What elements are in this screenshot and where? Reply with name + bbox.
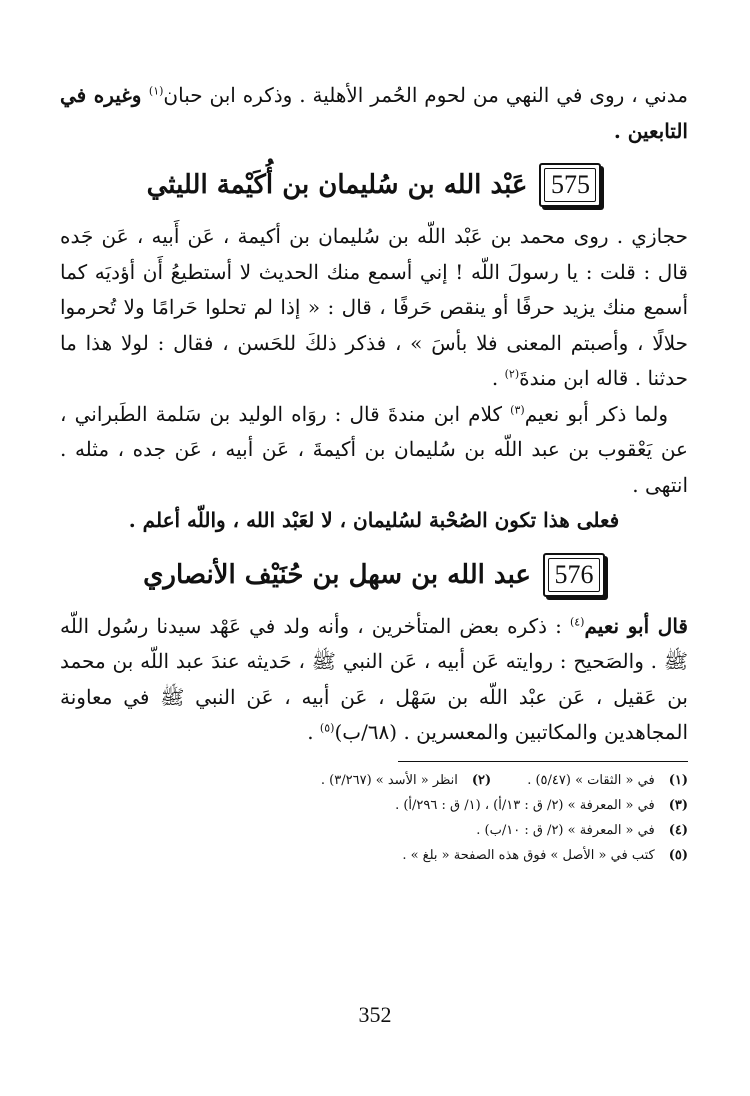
footnote-mark: (٥): [668, 847, 688, 863]
page-number: 352: [358, 1002, 392, 1027]
footnote-ref-4[interactable]: (٤): [569, 614, 585, 628]
paragraph-text: : ذكره بعض المتأخرين ، وأنه ولد في عَهْد سيدنا رسُول اللّه ﷺ . والصَحيح : روايته عَن أبيه ، عَن النبي ﷺ ، حَديثه عندَ عبد اللّه بن محمد بن عَقيل ، عَن عبْد اللّه بن سَهْل ، عَن أبيه ، عَن النبي ﷺ في معاونة المجاهدين والمكاتبين والمعسرين . (٦٨/ب): [60, 613, 688, 744]
entry-heading-576: [60, 545, 688, 605]
footnote-5: [402, 843, 688, 868]
footnote-row: [60, 768, 688, 793]
footnote-mark: (٢): [471, 772, 492, 788]
paragraph-text-end: .: [307, 720, 320, 744]
entry-heading-575: [60, 155, 688, 215]
footnote-text: انظر « الأسد » (٣/٢٦٧) .: [320, 772, 458, 788]
footnote-row: [60, 843, 688, 868]
paragraph-lead: قال أبو نعيم: [584, 613, 688, 638]
entry-number-box: 576: [543, 553, 605, 597]
footnote-ref-5[interactable]: (٥): [319, 721, 335, 735]
intro-line2: التابعين .: [613, 118, 688, 143]
intro-line1: مدني ، روى في النهي من لحوم الحُمر الأهلية . وذكره ابن حبان: [163, 83, 689, 107]
footnote-text: في « المعرفة » (٢/ ق : ١٠/ب) .: [476, 822, 655, 838]
footnote-text: في « المعرفة » (٢/ ق : ١٣/أ) ، (١/ ق : ٢٩٦/أ) .: [395, 797, 655, 813]
footnote-row: [60, 818, 688, 843]
entry-575-closing: فعلى هذا تكون الصُحْبة لسُليمان ، لا لعَبْد الله ، واللّه أعلم .: [128, 508, 620, 532]
footnote-mark: (١): [668, 772, 688, 788]
paragraph-text-end: كلام ابن مندةَ قال : روَاه الوليد بن سَلمة الطَبراني ، عن يَعْقوب بن عبد اللّه بن سُليمان بن أكيمةَ ، عَن أبيه ، عَن جده ، مثله . انتهى .: [60, 401, 688, 497]
footnote-ref-1[interactable]: (١): [148, 84, 164, 98]
footnote-ref-3[interactable]: (٣): [510, 402, 525, 416]
entry-575-paragraph-2: [60, 397, 688, 504]
footnote-divider: [398, 761, 688, 762]
entry-number-box: 575: [539, 163, 601, 207]
footnote-mark: (٤): [668, 822, 688, 838]
entry-title: عبد الله بن سهل بن حُنَيْف الأنصاري: [143, 559, 531, 590]
entry-title: عَبْد الله بن سُليمان بن أُكَيْمة الليثي: [146, 170, 528, 200]
footnote-ref-2[interactable]: (٢): [504, 367, 520, 381]
footnote-3: [395, 793, 688, 818]
footnotes: [60, 768, 688, 868]
paragraph-text-end: .: [491, 366, 505, 390]
footnote-row: [60, 793, 688, 818]
intro-paragraph: [60, 78, 688, 149]
entry-576-paragraph: [60, 609, 688, 751]
page-body: [60, 78, 688, 868]
footnote-4: [476, 818, 688, 843]
footnote-1: [527, 768, 688, 793]
footnote-text: كتب في « الأصل » فوق هذه الصفحة « بلغ » .: [402, 847, 655, 863]
footnote-2: [321, 768, 491, 793]
paragraph-text: ولما ذكر أبو نعيم: [524, 401, 668, 426]
entry-575-paragraph-1: [60, 219, 688, 397]
paragraph-text: حجازي . روى محمد بن عَبْد اللّه بن سُليمان بن أكيمة ، عَن أَبيه ، عَن جَده قال : قلت : يا رسولَ اللّه ! إني أسمع منك الحديث لا أستطيعُ أَن أؤديَه كما أسمع منك يزيد حرفًا أو ينقص حَرفًا ، قال : « إذا لم تحلوا حَرامًا ولا تُحرموا حلالًا ، وأصبتم المعنى فلا بأسَ » ، فذكر ذلكَ للحَسن ، فقال : لولا هذا ما حدثنا . قاله ابن مندةَ: [60, 224, 688, 390]
intro-line1-end: وغيره في: [60, 83, 149, 107]
footnote-mark: (٣): [668, 797, 688, 813]
footnote-text: في « الثقات » (٥/٤٧) .: [527, 772, 655, 788]
